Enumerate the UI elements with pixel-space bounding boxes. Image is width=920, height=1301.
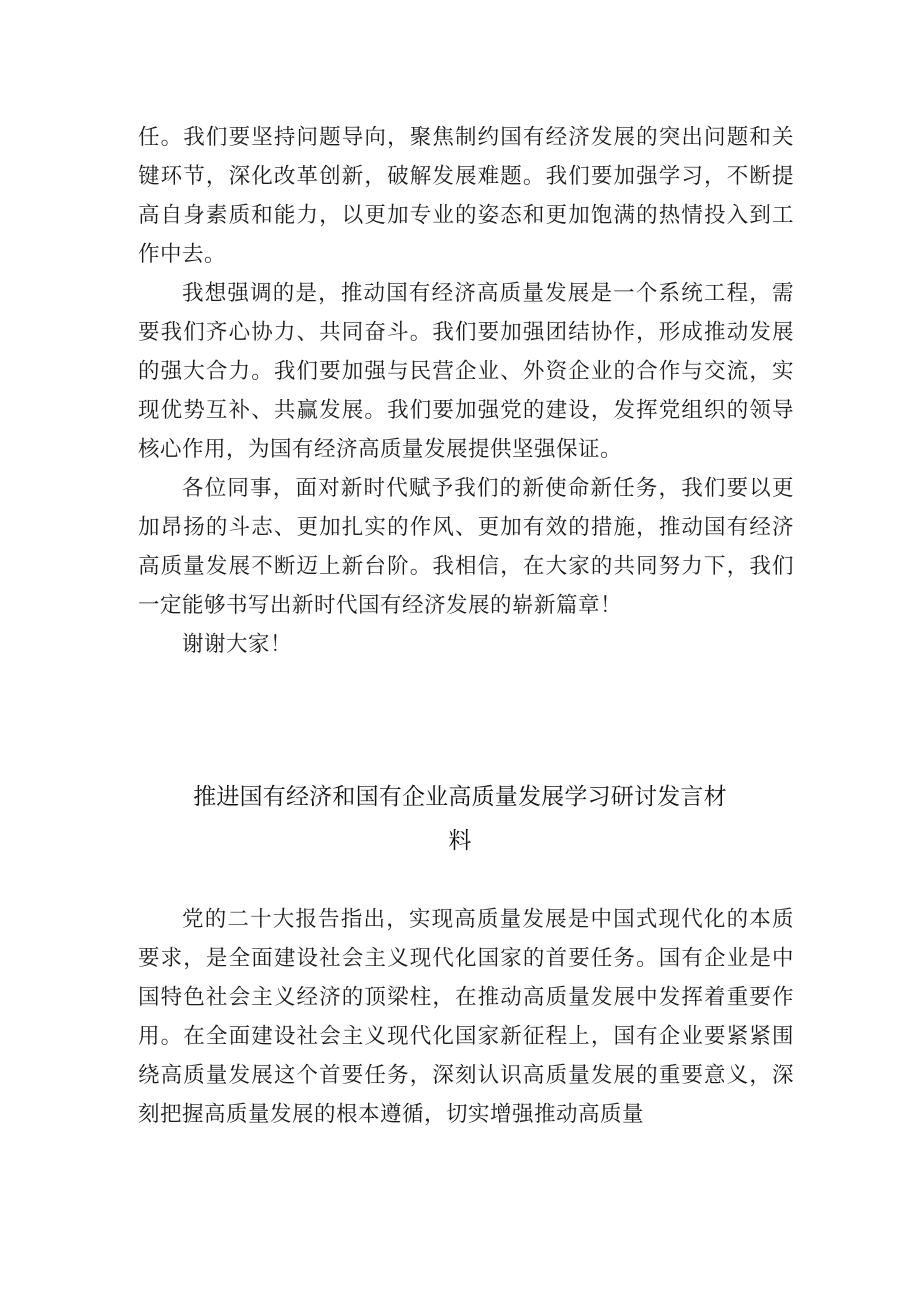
paragraph-intro: 党的二十大报告指出，实现高质量发展是中国式现代化的本质要求，是全面建设社会主义现代化国家的首要任务。国有企业是中国特色社会主义经济的顶梁柱，在推动高质量发展中发挥着重要作用。在全面建设社会主义现代化国家新征程上，国有企业要紧紧围绕高质量发展这个首要任务，深刻认识高质量发展的重要意义，深刻把握高质量发展的根本遵循，切实增强推动高质量 xyxy=(138,907,794,1127)
article-title xyxy=(150,775,770,863)
article-title-line-2: 料 xyxy=(448,828,472,854)
paragraph-thanks: 谢谢大家！ xyxy=(182,632,293,657)
paragraph-continued: 任。我们要坚持问题导向，聚焦制约国有经济发展的突出问题和关键环节，深化改革创新，破解发展难题。我们要加强学习，不断提高自身素质和能力，以更加专业的姿态和更加饱满的热情投入到工作中去。 xyxy=(138,125,794,267)
paragraph-emphasis: 我想强调的是，推动国有经济高质量发展是一个系统工程，需要我们齐心协力、共同奋斗。我们要加强团结协作，形成推动发展的强大合力。我们要加强与民营企业、外资企业的合作与交流，实现优势互补、共赢发展。我们要加强党的建设，发挥党组织的领导核心作用，为国有经济高质量发展提供坚强保证。 xyxy=(138,281,794,462)
speech-closing-section xyxy=(138,118,794,664)
article-body xyxy=(138,900,794,1134)
article-title-line-1: 推进国有经济和国有企业高质量发展学习研讨发言材 xyxy=(193,784,727,810)
paragraph-closing: 各位同事，面对新时代赋予我们的新使命新任务，我们要以更加昂扬的斗志、更加扎实的作风、更加有效的措施，推动国有经济高质量发展不断迈上新台阶。我相信，在大家的共同努力下，我们一定能够书写出新时代国有经济发展的崭新篇章！ xyxy=(138,476,794,618)
